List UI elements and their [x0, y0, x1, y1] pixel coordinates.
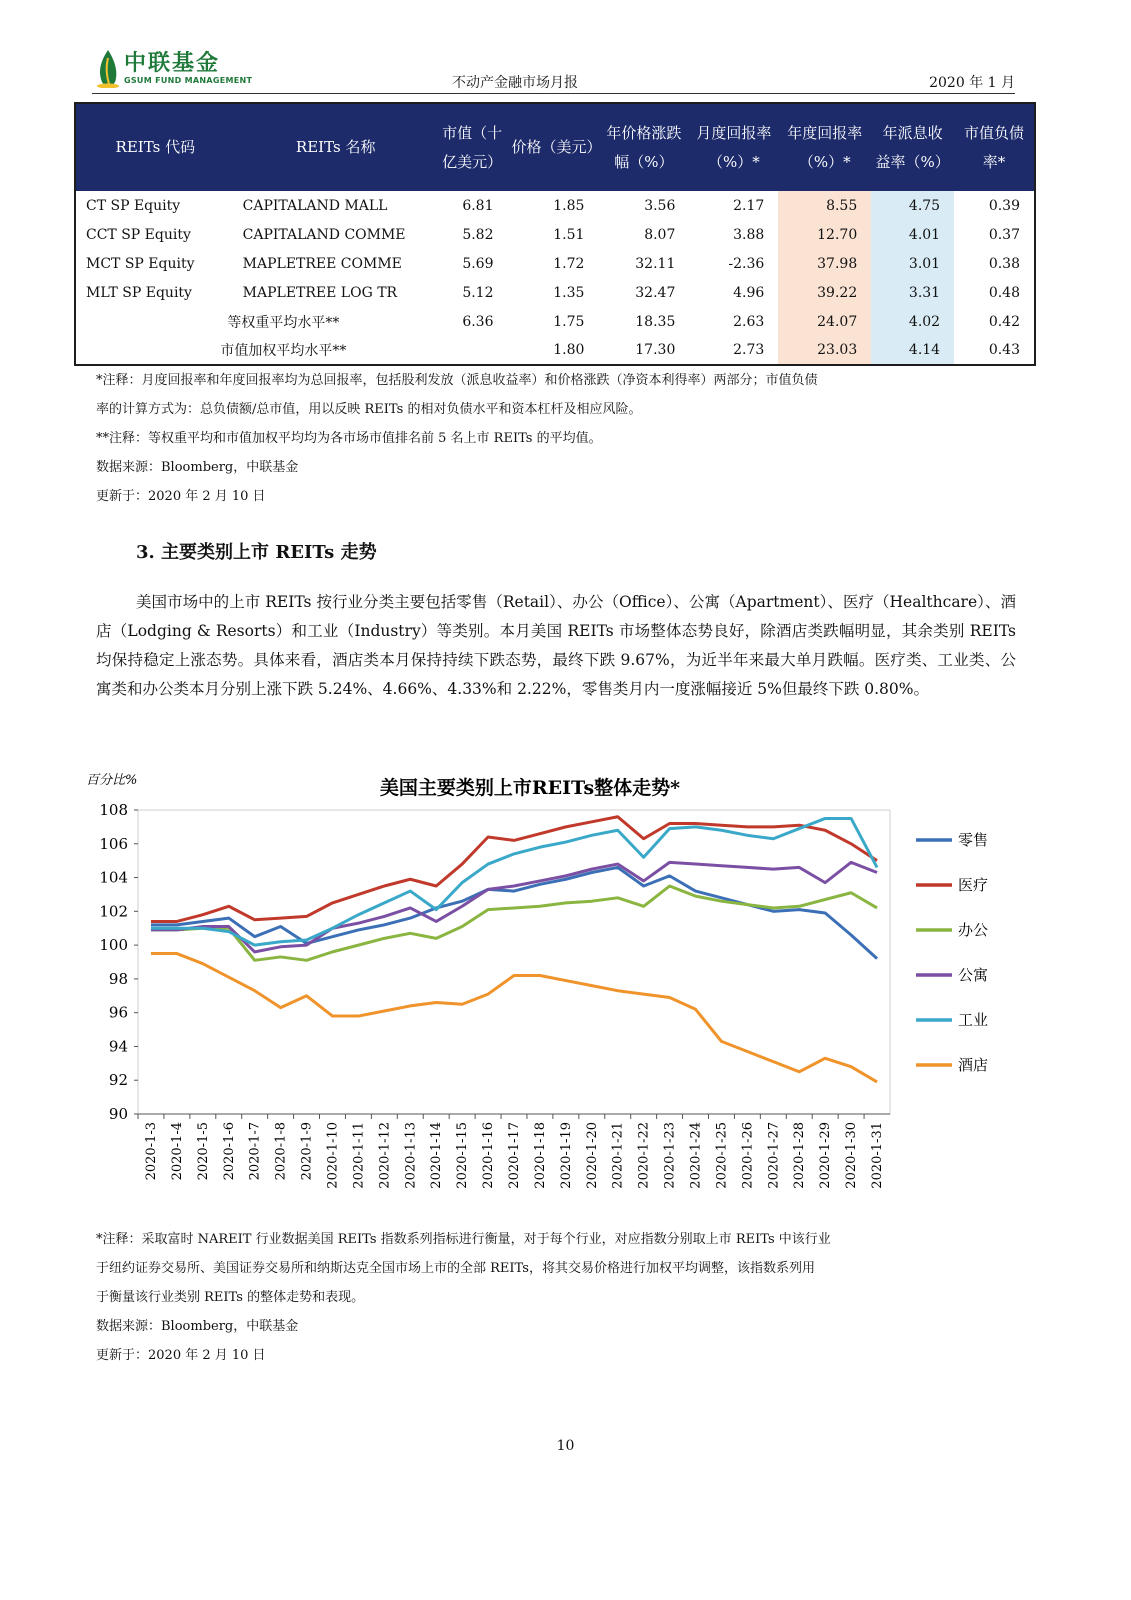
x-tick-label: 2020-1-11 — [351, 1122, 367, 1189]
cell-lev: 0.38 — [988, 255, 1020, 272]
cell-code: MCT SP Equity — [86, 255, 195, 272]
page-number: 10 — [556, 1438, 575, 1454]
cell-price: 1.51 — [553, 226, 585, 243]
cell-yoy: 8.07 — [644, 226, 676, 243]
legend-label: 工业 — [958, 1011, 989, 1029]
x-tick-label: 2020-1-8 — [273, 1122, 289, 1181]
header-divider — [92, 93, 1015, 94]
x-tick-label: 2020-1-15 — [455, 1122, 471, 1189]
x-tick-label: 2020-1-5 — [195, 1122, 211, 1181]
y-tick-label: 90 — [108, 1105, 128, 1123]
y-tick-label: 104 — [99, 868, 128, 887]
x-tick-label: 2020-1-4 — [169, 1122, 185, 1181]
cell-avg-yoy: 18.35 — [635, 313, 676, 330]
chart-updated: 更新于：2020 年 2 月 10 日 — [96, 1348, 266, 1363]
cell-avg-price: 1.80 — [553, 342, 585, 358]
chart-y-label: 百分比% — [86, 773, 138, 788]
cell-avg-mret: 2.73 — [733, 342, 765, 358]
logo-cn-text: 中联基金 — [124, 51, 221, 76]
legend-label: 办公 — [958, 921, 989, 939]
x-tick-label: 2020-1-21 — [610, 1122, 626, 1189]
y-tick-label: 106 — [99, 834, 128, 853]
cell-avg-aret: 24.07 — [778, 307, 871, 336]
reits-table — [74, 102, 1036, 366]
cell-code: CT SP Equity — [86, 197, 181, 214]
section-title: 3. 主要类别上市 REITs 走势 — [136, 542, 377, 563]
col-mret: 月度回报率（%）* — [689, 103, 778, 191]
y-tick-label: 96 — [108, 1003, 128, 1022]
cell-price: 1.72 — [553, 255, 585, 272]
cell-mret: -2.36 — [728, 255, 765, 272]
col-aret: 年度回报率（%）* — [778, 103, 871, 191]
x-tick-label: 2020-1-31 — [870, 1122, 886, 1189]
x-tick-label: 2020-1-13 — [403, 1122, 419, 1189]
report-title: 不动产金融市场月报 — [452, 75, 578, 91]
cell-avg-mcap — [437, 336, 508, 365]
table-avg-row — [75, 336, 1035, 365]
cell-aret: 39.22 — [778, 278, 871, 307]
chart-note-1: *注释：采取富时 NAREIT 行业数据美国 REITs 指数系列指标进行衡量，对于每个行业，对应指数分别取上市 REITs 中该行业 — [96, 1232, 831, 1247]
report-date: 2020 年 1 月 — [929, 75, 1015, 91]
col-yield: 年派息收益率（%） — [871, 103, 954, 191]
cell-yield: 4.75 — [871, 191, 954, 220]
cell-avg-yoy: 17.30 — [635, 342, 676, 358]
company-logo — [96, 46, 253, 92]
logo-en-text: GSUM FUND MANAGEMENT — [124, 76, 253, 85]
plot-area — [138, 810, 890, 1114]
col-name: REITs 名称 — [235, 103, 437, 191]
x-tick-label: 2020-1-22 — [636, 1122, 652, 1189]
legend-label: 酒店 — [958, 1056, 989, 1074]
leaf-icon — [96, 48, 120, 88]
cell-yield: 3.31 — [871, 278, 954, 307]
cell-avg-label: 市值加权平均水平** — [220, 343, 347, 359]
x-tick-label: 2020-1-16 — [481, 1122, 497, 1189]
cell-yield: 3.01 — [871, 249, 954, 278]
cell-code: MLT SP Equity — [86, 284, 192, 301]
x-tick-label: 2020-1-19 — [558, 1122, 574, 1189]
x-tick-label: 2020-1-14 — [429, 1122, 445, 1189]
x-tick-label: 2020-1-28 — [792, 1122, 808, 1189]
series-line-2 — [151, 886, 877, 960]
cell-aret: 37.98 — [778, 249, 871, 278]
x-tick-label: 2020-1-3 — [143, 1122, 159, 1181]
cell-mcap: 5.82 — [462, 226, 494, 243]
reits-trend-chart — [80, 762, 1060, 1222]
cell-yoy: 32.47 — [635, 284, 676, 301]
section-paragraph — [96, 588, 1016, 704]
cell-yoy: 32.11 — [635, 255, 676, 272]
legend-label: 公寓 — [958, 966, 989, 984]
cell-avg-price: 1.75 — [553, 313, 585, 330]
legend-label: 医疗 — [958, 876, 989, 894]
chart-source: 数据来源：Bloomberg，中联基金 — [96, 1319, 299, 1334]
x-tick-label: 2020-1-24 — [688, 1122, 704, 1189]
table-row — [75, 220, 1035, 249]
legend-label: 零售 — [958, 831, 989, 849]
chart-title: 美国主要类别上市REITs整体走势* — [379, 777, 681, 799]
x-tick-label: 2020-1-18 — [532, 1122, 548, 1189]
cell-yoy: 3.56 — [644, 197, 676, 214]
x-tick-label: 2020-1-25 — [714, 1122, 730, 1189]
x-tick-label: 2020-1-29 — [818, 1122, 834, 1189]
x-tick-label: 2020-1-23 — [662, 1122, 678, 1189]
x-tick-label: 2020-1-6 — [221, 1122, 237, 1181]
cell-mret: 2.17 — [733, 197, 765, 214]
table-row — [75, 278, 1035, 307]
cell-price: 1.35 — [553, 284, 585, 301]
table-row — [75, 249, 1035, 278]
y-tick-label: 92 — [108, 1071, 128, 1090]
col-yoy: 年价格涨跌幅（%） — [598, 103, 689, 191]
table-avg-row — [75, 307, 1035, 336]
chart-note-2: 于纽约证券交易所、美国证券交易所和纳斯达克全国市场上市的全部 REITs，将其交易价格进行加权平均调整，该指数系列用 — [96, 1261, 815, 1276]
cell-name: MAPLETREE COMME — [242, 255, 402, 272]
y-tick-label: 102 — [99, 902, 128, 921]
cell-mret: 4.96 — [733, 284, 765, 301]
cell-code: CCT SP Equity — [86, 226, 191, 243]
cell-avg-aret: 23.03 — [778, 336, 871, 365]
x-tick-label: 2020-1-10 — [325, 1122, 341, 1189]
table-note-2: 率的计算方式为：总负债额/总市值，用以反映 REITs 的相对负债水平和资本杠杆及相应风险。 — [96, 402, 642, 417]
cell-mret: 3.88 — [733, 226, 765, 243]
col-code: REITs 代码 — [75, 103, 235, 191]
cell-name: MAPLETREE LOG TR — [242, 284, 398, 301]
cell-price: 1.85 — [553, 197, 585, 214]
x-tick-label: 2020-1-9 — [299, 1122, 315, 1181]
cell-aret: 8.55 — [778, 191, 871, 220]
cell-mcap: 6.81 — [462, 197, 494, 214]
table-note-1: *注释：月度回报率和年度回报率均为总回报率，包括股利发放（派息收益率）和价格涨跌（净资本利得率）两部分；市值负债 — [96, 373, 818, 388]
cell-avg-yield: 4.14 — [871, 336, 954, 365]
x-tick-label: 2020-1-17 — [507, 1122, 522, 1189]
cell-avg-label: 等权重平均水平** — [227, 314, 340, 331]
cell-lev: 0.39 — [988, 197, 1020, 214]
table-note-3: **注释：等权重平均和市值加权平均均为各市场市值排名前 5 名上市 REITs 的平均值。 — [96, 431, 602, 446]
cell-yield: 4.01 — [871, 220, 954, 249]
cell-mcap: 5.69 — [462, 255, 494, 272]
y-tick-label: 98 — [108, 969, 128, 988]
table-row — [75, 191, 1035, 220]
x-tick-label: 2020-1-30 — [844, 1122, 860, 1189]
x-tick-label: 2020-1-7 — [247, 1122, 263, 1181]
cell-aret: 12.70 — [778, 220, 871, 249]
cell-mcap: 5.12 — [462, 284, 494, 301]
y-tick-label: 100 — [99, 936, 128, 955]
cell-lev: 0.48 — [988, 284, 1020, 301]
x-tick-label: 2020-1-20 — [584, 1122, 600, 1189]
cell-name: CAPITALAND MALL — [242, 197, 388, 214]
x-tick-label: 2020-1-12 — [377, 1122, 393, 1189]
series-line-5 — [151, 954, 877, 1082]
cell-avg-lev: 0.43 — [988, 342, 1020, 358]
col-price: 价格（美元） — [507, 103, 598, 191]
cell-lev: 0.37 — [988, 226, 1020, 243]
col-lev: 市值负债率* — [954, 103, 1035, 191]
cell-name: CAPITALAND COMME — [242, 226, 406, 243]
table-header-row — [75, 103, 1035, 191]
cell-avg-lev: 0.42 — [988, 313, 1020, 330]
paragraph-text: 美国市场中的上市 REITs 按行业分类主要包括零售（Retail）、办公（Office）、公寓（Apartment）、医疗（Healthcare）、酒店（Lodging & Resorts）和工业（Industry）等类别。本月美国 REITs 市场整体态势良好，除酒店类跌幅明显，其余类别 REITs 均保持稳定上涨态势。具体来看，酒店类本月保持持续下跌态势，最终下跌 9.67%，为近半年来最大单月跌幅。医疗类、工业类、公寓类和办公类本月分别上涨下跌 5.24%、4.66%、4.33%和 2.22%，零售类月内一度涨幅接近 5%但最终下跌 0.80%。 — [96, 593, 1016, 698]
cell-avg-mret: 2.63 — [733, 313, 765, 330]
col-mcap: 市值（十亿美元） — [437, 103, 508, 191]
table-source: 数据来源：Bloomberg，中联基金 — [96, 460, 299, 475]
x-tick-label: 2020-1-27 — [766, 1122, 782, 1189]
cell-avg-yield: 4.02 — [871, 307, 954, 336]
chart-note-3: 于衡量该行业类别 REITs 的整体走势和表现。 — [96, 1290, 365, 1305]
y-tick-label: 94 — [108, 1037, 128, 1056]
x-tick-label: 2020-1-26 — [740, 1122, 756, 1189]
y-tick-label: 108 — [99, 801, 128, 819]
series-line-4 — [151, 818, 877, 945]
cell-avg-mcap: 6.36 — [462, 313, 494, 330]
table-updated: 更新于：2020 年 2 月 10 日 — [96, 489, 266, 504]
